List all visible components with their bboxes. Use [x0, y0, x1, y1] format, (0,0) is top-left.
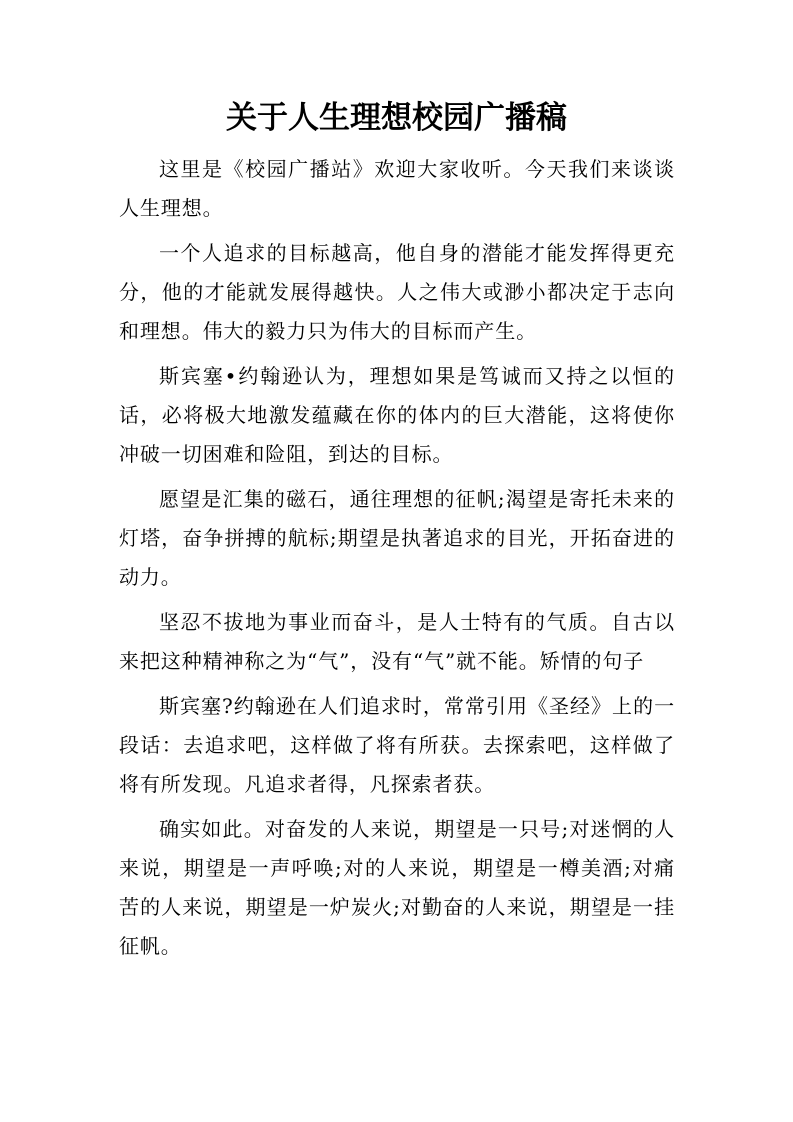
document-title: 关于人生理想校园广播稿 [226, 100, 567, 136]
paragraph-7: 确实如此。对奋发的人来说，期望是一只号;对迷惘的人来说，期望是一声呼唤;对的人来说，期望是一樽美酒;对痛苦的人来说，期望是一炉炭火;对勤奋的人来说，期望是一挂征帆。 [119, 817, 675, 958]
paragraph-5: 坚忍不拔地为事业而奋斗，是人士特有的气质。自古以来把这种精神称之为“气”，没有“气”就不能。矫情的句子 [119, 610, 675, 673]
paragraph-6: 斯宾塞?约翰逊在人们追求时，常常引用《圣经》上的一段话：去追求吧，这样做了将有所获。去探索吧，这样做了将有所发现。凡追求者得，凡探索者获。 [119, 694, 675, 796]
paragraph-2: 一个人追求的目标越高，他自身的潜能才能发挥得更充分，他的才能就发展得越快。人之伟大或渺小都决定于志向和理想。伟大的毅力只为伟大的目标而产生。 [119, 241, 675, 343]
document-body [119, 150, 675, 972]
paragraph-3: 斯宾塞•约翰逊认为，理想如果是笃诚而又持之以恒的话，必将极大地激发蕴藏在你的体内的巨大潜能，这将使你冲破一切困难和险阻，到达的目标。 [119, 364, 675, 466]
paragraph-1: 这里是《校园广播站》欢迎大家收听。今天我们来谈谈人生理想。 [119, 157, 675, 220]
paragraph-4: 愿望是汇集的磁石，通往理想的征帆;渴望是寄托未来的灯塔，奋争拼搏的航标;期望是执著追求的目光，开拓奋进的动力。 [119, 487, 675, 589]
